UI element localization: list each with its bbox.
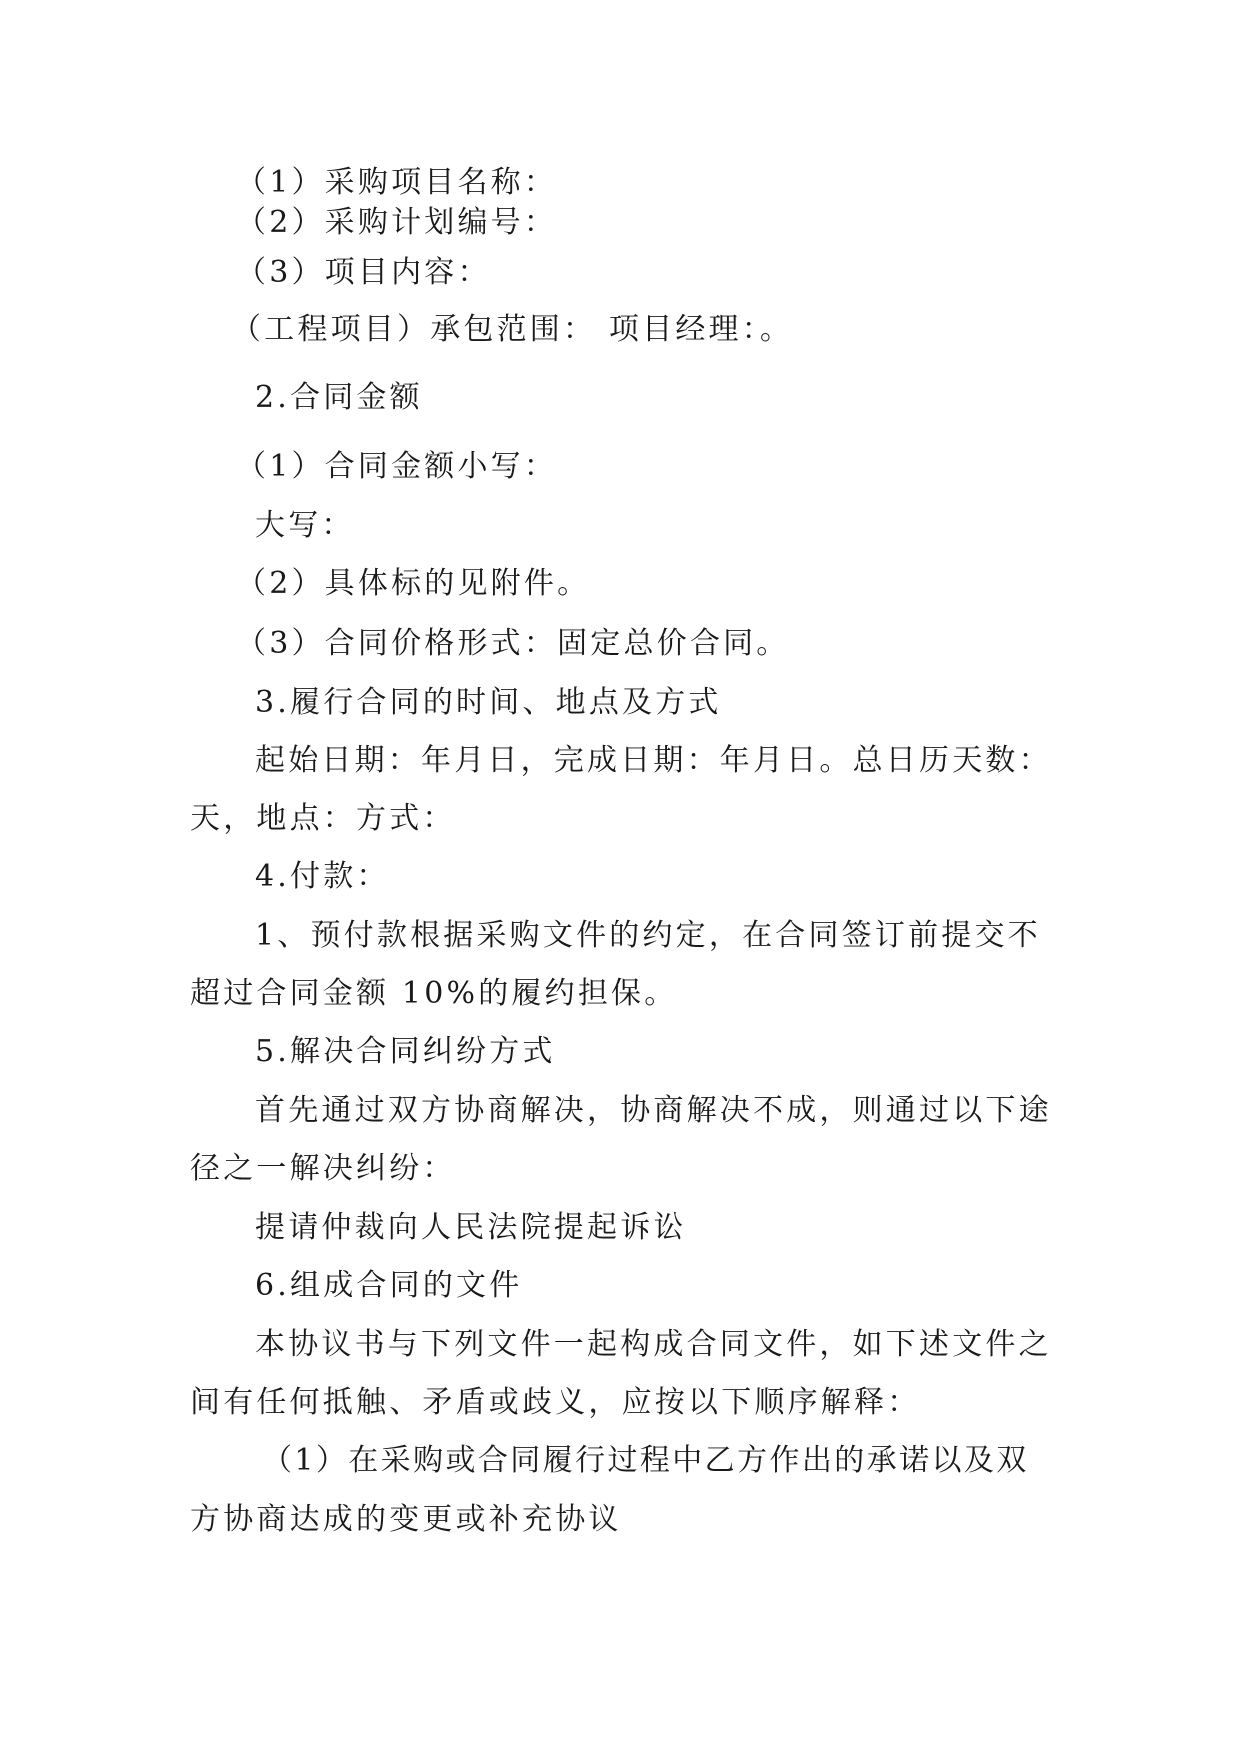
item-amount-uppercase: 大写： [255, 508, 355, 543]
paragraph-dates-cont: 天，地点：方式： [190, 801, 456, 836]
item-project-content: （3）项目内容： [236, 255, 491, 290]
paragraph-arbitration: 提请仲裁向人民法院提起诉讼 [255, 1210, 687, 1245]
paragraph-advance-payment: 1、预付款根据采购文件的约定，在合同签订前提交不 [255, 918, 1041, 953]
section-performance-time: 3.履行合同的时间、地点及方式 [255, 685, 722, 720]
item-commitments: （1）在采购或合同履行过程中乙方作出的承诺以及双 [262, 1443, 1029, 1478]
item-project-name: （1）采购项目名称： [236, 165, 558, 200]
item-price-form: （3）合同价格形式：固定总价合同。 [236, 626, 790, 661]
item-contract-scope: （工程项目）承包范围： 项目经理：。 [231, 312, 794, 347]
item-commitments-cont: 方协商达成的变更或补充协议 [190, 1502, 622, 1537]
paragraph-agreement-cont: 间有任何抵触、矛盾或歧义，应按以下顺序解释： [190, 1385, 921, 1420]
section-dispute-resolution: 5.解决合同纠纷方式 [255, 1034, 556, 1069]
item-amount-lowercase: （1）合同金额小写： [236, 449, 558, 484]
paragraph-agreement: 本协议书与下列文件一起构成合同文件，如下述文件之 [255, 1327, 1052, 1362]
section-contract-documents: 6.组成合同的文件 [255, 1268, 523, 1303]
paragraph-advance-payment-cont: 超过合同金额 10%的履约担保。 [190, 976, 678, 1011]
paragraph-negotiation: 首先通过双方协商解决，协商解决不成，则通过以下途 [255, 1093, 1052, 1128]
section-contract-amount: 2.合同金额 [255, 380, 423, 415]
item-subject-attachment: （2）具体标的见附件。 [236, 566, 591, 601]
paragraph-dates: 起始日期：年月日，完成日期：年月日。总日历天数： [255, 743, 1052, 778]
section-payment: 4.付款： [255, 859, 390, 894]
item-plan-number: （2）采购计划编号： [236, 205, 558, 240]
paragraph-negotiation-cont: 径之一解决纠纷： [190, 1151, 456, 1186]
